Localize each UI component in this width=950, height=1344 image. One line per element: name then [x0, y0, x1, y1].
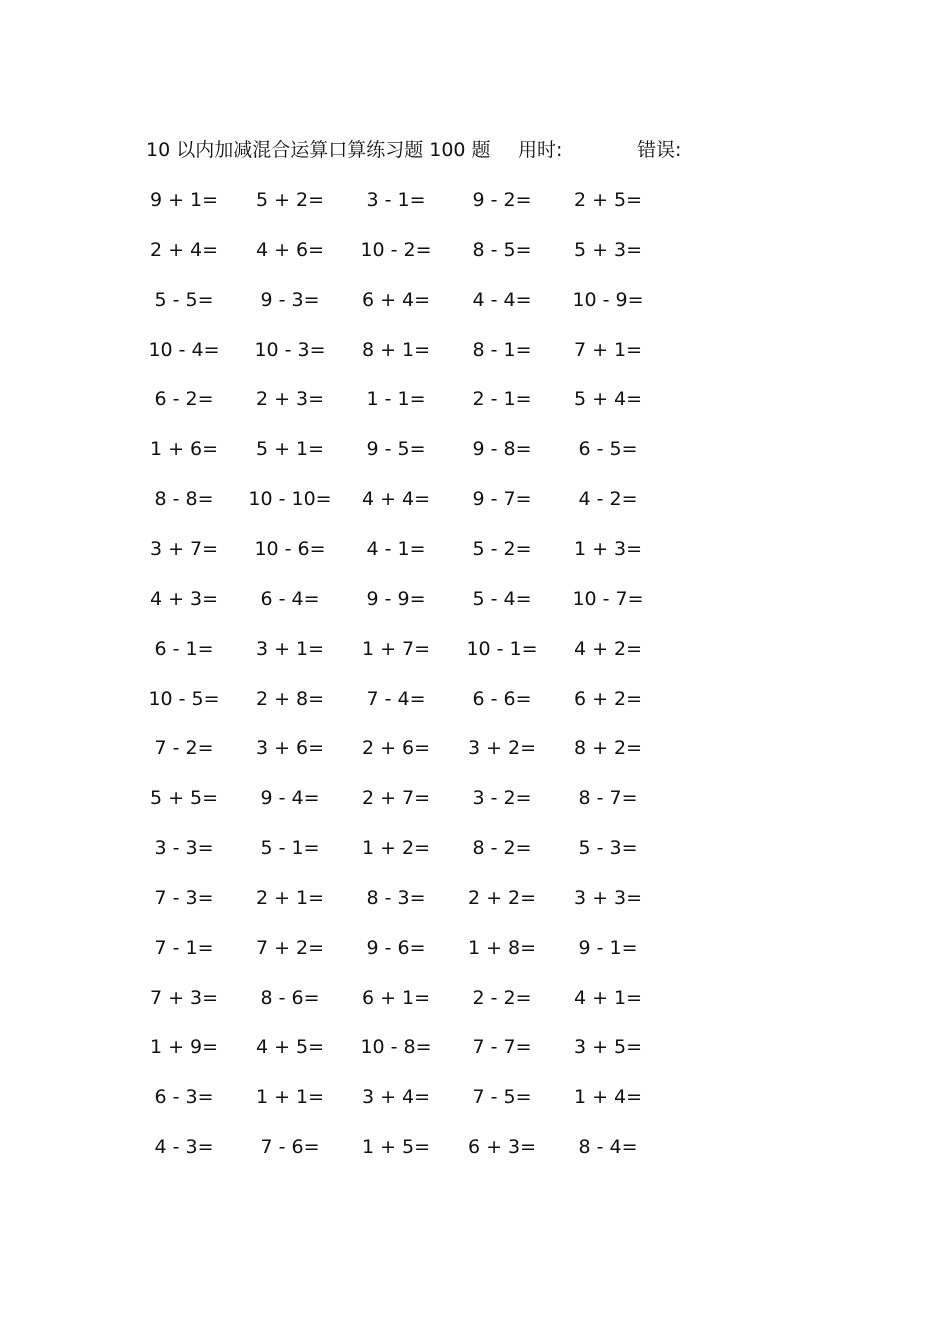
math-problem: 9 - 7=: [472, 488, 532, 511]
math-problem: 8 - 7=: [578, 787, 638, 810]
math-problem: 8 - 3=: [366, 886, 426, 909]
math-problem: 6 - 2=: [154, 388, 214, 411]
math-problem: 1 + 8=: [467, 936, 537, 959]
math-problem: 5 - 2=: [472, 537, 532, 560]
math-problem: 9 - 5=: [366, 438, 426, 461]
math-problem: 10 - 4=: [148, 338, 220, 361]
math-problem: 7 + 2=: [255, 936, 325, 959]
math-problem: 3 - 1=: [366, 189, 426, 211]
worksheet-title: 10 以内加减混合运算口算练习题 100 题: [146, 139, 491, 161]
math-problem: 9 - 4=: [260, 787, 320, 810]
math-problem: 3 + 5=: [573, 1036, 643, 1059]
math-problem: 8 + 1=: [361, 338, 431, 361]
math-problem: 1 - 1=: [366, 388, 426, 411]
math-problem: 2 - 2=: [472, 986, 532, 1009]
math-problem: 10 - 2=: [360, 238, 432, 261]
math-problem: 7 - 7=: [472, 1036, 532, 1059]
math-problem: 1 + 6=: [149, 438, 219, 461]
math-problem: 4 + 5=: [255, 1036, 325, 1059]
math-problem: 10 - 1=: [466, 637, 538, 660]
math-problem: 2 + 6=: [361, 737, 431, 760]
math-problem: 10 - 3=: [254, 338, 326, 361]
math-problem: 8 - 6=: [260, 986, 320, 1009]
math-problem: 7 - 5=: [472, 1086, 532, 1109]
math-problem: 7 + 1=: [573, 338, 643, 361]
math-problem: 4 - 2=: [578, 488, 638, 511]
math-problem: 5 - 5=: [154, 288, 214, 311]
math-problem: 4 + 2=: [573, 637, 643, 660]
math-problem: 8 - 8=: [154, 488, 214, 511]
math-problem: 3 + 1=: [255, 637, 325, 660]
math-problem: 4 - 3=: [154, 1136, 214, 1159]
math-problem: 3 + 2=: [467, 737, 537, 760]
time-label: 用时:: [518, 139, 563, 161]
math-problem: 2 + 5=: [573, 189, 643, 211]
math-problem: 7 - 3=: [154, 886, 214, 909]
math-problem: 2 + 4=: [149, 238, 219, 261]
math-problem: 1 + 5=: [361, 1136, 431, 1159]
math-problem: 4 - 1=: [366, 537, 426, 560]
math-problem: 7 + 3=: [149, 986, 219, 1009]
math-problem: 6 + 2=: [573, 687, 643, 710]
math-problem: 8 - 4=: [578, 1136, 638, 1159]
math-problem: 10 - 6=: [254, 537, 326, 560]
math-problem: 9 - 8=: [472, 438, 532, 461]
math-problem: 5 + 5=: [149, 787, 219, 810]
math-problem: 6 + 3=: [467, 1136, 537, 1159]
math-problem: 9 - 2=: [472, 189, 532, 211]
math-problem: 7 - 6=: [260, 1136, 320, 1159]
math-problem: 2 - 1=: [472, 388, 532, 411]
math-problem: 1 + 9=: [149, 1036, 219, 1059]
math-problem: 4 + 3=: [149, 587, 219, 610]
math-problem: 3 + 4=: [361, 1086, 431, 1109]
math-problem: 5 - 4=: [472, 587, 532, 610]
math-problem: 2 + 1=: [255, 886, 325, 909]
math-problem: 9 - 6=: [366, 936, 426, 959]
math-problem: 2 + 8=: [255, 687, 325, 710]
math-problem: 1 + 3=: [573, 537, 643, 560]
math-problem: 9 - 9=: [366, 587, 426, 610]
math-problem: 9 - 1=: [578, 936, 638, 959]
math-problem: 6 - 4=: [260, 587, 320, 610]
math-problem: 3 + 6=: [255, 737, 325, 760]
math-problem: 3 - 2=: [472, 787, 532, 810]
math-problem: 1 + 4=: [573, 1086, 643, 1109]
math-problem: 8 - 5=: [472, 238, 532, 261]
math-problem: 7 - 4=: [366, 687, 426, 710]
math-problem: 10 - 8=: [360, 1036, 432, 1059]
math-problem: 4 - 4=: [472, 288, 532, 311]
math-problem: 2 + 2=: [467, 886, 537, 909]
math-problem: 4 + 4=: [361, 488, 431, 511]
math-problem: 10 - 10=: [248, 488, 332, 511]
math-problem: 6 + 1=: [361, 986, 431, 1009]
math-problem: 9 + 1=: [149, 189, 219, 211]
math-problem: 5 + 2=: [255, 189, 325, 211]
math-problem: 10 - 5=: [148, 687, 220, 710]
math-problem: 1 + 1=: [255, 1086, 325, 1109]
math-problem: 5 + 3=: [573, 238, 643, 261]
math-problem: 4 + 6=: [255, 238, 325, 261]
math-problem: 5 - 1=: [260, 837, 320, 860]
math-problem: 5 + 4=: [573, 388, 643, 411]
math-problem: 5 - 3=: [578, 837, 638, 860]
math-problem: 6 - 1=: [154, 637, 214, 660]
math-problem: 3 - 3=: [154, 837, 214, 860]
math-problem: 7 - 2=: [154, 737, 214, 760]
math-problem: 8 - 2=: [472, 837, 532, 860]
math-problem: 3 + 7=: [149, 537, 219, 560]
math-problem: 9 - 3=: [260, 288, 320, 311]
math-problem: 4 + 1=: [573, 986, 643, 1009]
math-problem: 2 + 7=: [361, 787, 431, 810]
math-problem: 10 - 7=: [572, 587, 644, 610]
math-problem: 6 - 5=: [578, 438, 638, 461]
math-problem: 5 + 1=: [255, 438, 325, 461]
math-problem: 8 + 2=: [573, 737, 643, 760]
math-problem: 2 + 3=: [255, 388, 325, 411]
math-problem: 6 - 3=: [154, 1086, 214, 1109]
math-problem: 6 + 4=: [361, 288, 431, 311]
math-problem: 3 + 3=: [573, 886, 643, 909]
math-problem: 7 - 1=: [154, 936, 214, 959]
math-problem: 10 - 9=: [572, 288, 644, 311]
math-problem: 6 - 6=: [472, 687, 532, 710]
error-label: 错误:: [637, 139, 682, 161]
math-problem: 1 + 7=: [361, 637, 431, 660]
math-problem: 8 - 1=: [472, 338, 532, 361]
math-problem: 1 + 2=: [361, 837, 431, 860]
